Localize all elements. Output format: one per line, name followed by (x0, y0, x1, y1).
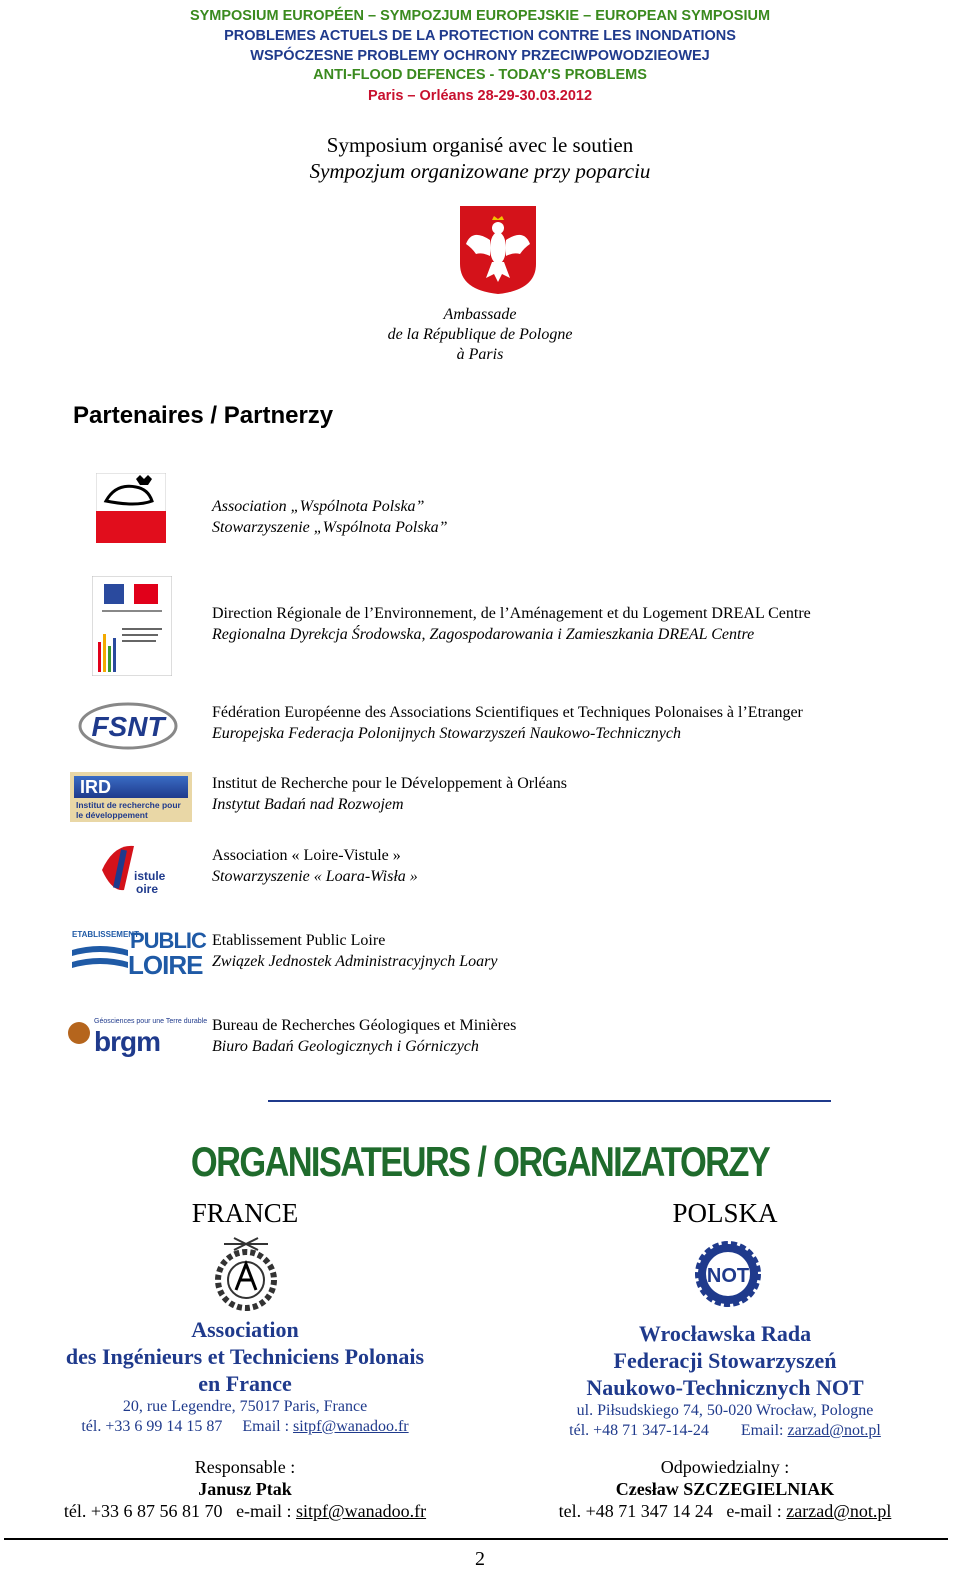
brgm-logo-text: brgm (94, 1026, 160, 1057)
partners-title: Partenaires / Partnerzy (73, 402, 334, 429)
epl-wave-icon (72, 942, 128, 976)
fsnt-logo (78, 700, 178, 752)
france-resp-name: Janusz Ptak (198, 1479, 292, 1499)
france-resp-label: Responsable : (194, 1457, 296, 1477)
polska-resp-contact (520, 1500, 930, 1522)
france-resp-email-label: e-mail : (236, 1501, 297, 1521)
epl-logo-text-2: PUBLIC (130, 928, 206, 953)
polska-email-label: Email: (740, 1422, 788, 1439)
polska-responsible (520, 1456, 930, 1522)
polska-tel: tél. +48 71 347-14-24 (569, 1422, 709, 1439)
france-address: 20, rue Legendre, 75017 Paris, France (122, 1398, 368, 1415)
ird-logo-text: IRD (74, 776, 188, 798)
partner-7-fr: Bureau de Recherches Géologiques et Minières (212, 1017, 517, 1034)
ird-logo-sub: Institut de recherche pour le développement (76, 800, 181, 820)
france-resp-tel: tél. +33 6 87 56 81 70 (63, 1501, 223, 1521)
partner-6 (212, 930, 497, 972)
france-heading: FRANCE (191, 1198, 299, 1228)
partner-5 (212, 845, 418, 887)
footer-rule (4, 1538, 948, 1540)
polska-email-link[interactable]: zarzad@not.pl (787, 1422, 881, 1439)
polska-contact (520, 1421, 930, 1441)
dreal-centre-logo (92, 576, 172, 676)
embassy-line-3: à Paris (456, 346, 504, 363)
fsnt-logo-text: FSNT (91, 711, 165, 742)
france-resp-contact (40, 1500, 450, 1522)
ird-logo (70, 772, 192, 822)
partner-3-pl: Europejska Federacja Polonijnych Stowarzyszeń Naukowo-Technicznych (212, 725, 681, 742)
divider (268, 1100, 831, 1102)
vistule-logo-text-2: oire (136, 882, 159, 896)
epl-logo-text-3: LOIRE (128, 950, 203, 980)
support-pl: Sympozjum organizowane przy poparciu (309, 159, 651, 183)
brgm-logo-sub: Géosciences pour une Terre durable (94, 1018, 208, 1025)
polska-name-3: Naukowo-Technicznych NOT (586, 1375, 864, 1400)
embassy-line-1: Ambassade (443, 306, 517, 323)
polska-org (520, 1320, 930, 1441)
header-line-3: WSPÓCZESNE PROBLEMY OCHRONY PRZECIWPOWODZIEOWEJ (250, 48, 710, 64)
partner-4 (212, 773, 567, 815)
polska-address: ul. Piłsudskiego 74, 50-020 Wrocław, Pologne (576, 1402, 874, 1419)
france-responsible (40, 1456, 450, 1522)
embassy-block (0, 305, 960, 365)
partner-6-pl: Związek Jednostek Administracyjnych Loary (212, 953, 498, 970)
wspolnota-polska-logo (96, 473, 166, 543)
partner-7 (212, 1015, 516, 1057)
partner-6-fr: Etablissement Public Loire (212, 932, 386, 949)
partner-4-fr: Institut de Recherche pour le Développement à Orléans (212, 775, 567, 792)
partner-3-fr: Fédération Européenne des Associations Scientifiques et Techniques Polonaises à l’Etranger (212, 704, 803, 721)
france-contact (40, 1417, 450, 1437)
vistule-logo-text-1: istule (134, 869, 166, 883)
loire-vistule-logo (94, 840, 166, 898)
france-tel: tél. +33 6 99 14 15 87 (81, 1418, 223, 1435)
header-line-1: SYMPOSIUM EUROPÉEN – SYMPOZJUM EUROPEJSKIE – EUROPEAN SYMPOSIUM (189, 8, 771, 24)
partner-7-pl: Biuro Badań Geologicznych i Górniczych (212, 1038, 479, 1055)
polska-resp-name: Czesław SZCZEGIELNIAK (615, 1479, 835, 1499)
page-number: 2 (475, 1548, 485, 1570)
partner-2-pl: Regionalna Dyrekcja Środowska, Zagospodarowania i Zamieszkania DREAL Centre (212, 626, 755, 643)
polska-heading: POLSKA (672, 1198, 778, 1228)
header-line-4: ANTI-FLOOD DEFENCES - TODAY'S PROBLEMS (313, 67, 647, 83)
header-line-2: PROBLEMES ACTUELS DE LA PROTECTION CONTRE LES INONDATIONS (224, 28, 736, 44)
polska-name-2: Federacji Stowarzyszeń (613, 1348, 837, 1373)
partner-1 (212, 496, 448, 538)
brgm-globe-icon (68, 1022, 90, 1044)
partner-4-pl: Instytut Badań nad Rozwojem (212, 796, 404, 813)
not-logo (694, 1240, 762, 1308)
france-name-1: Association (191, 1317, 299, 1342)
france-name-3: en France (198, 1371, 292, 1396)
polska-resp-label: Odpowiedzialny : (660, 1457, 790, 1477)
polska-resp-email-label: e-mail : (726, 1501, 787, 1521)
france-org (40, 1316, 450, 1437)
header-dates: Paris – Orléans 28-29-30.03.2012 (367, 88, 593, 104)
epl-logo-text-1: ETABLISSEMENT (72, 930, 139, 939)
partner-3 (212, 702, 803, 744)
embassy-line-2: de la République de Pologne (387, 326, 573, 343)
partner-2 (212, 603, 811, 645)
france-email-link[interactable]: sitpf@wanadoo.fr (293, 1418, 409, 1435)
epl-logo (72, 928, 206, 980)
polska-resp-tel: tel. +48 71 347 14 24 (558, 1501, 713, 1521)
brgm-logo (68, 1018, 208, 1062)
partner-5-pl: Stowarzyszenie « Loara-Wisła » (212, 868, 418, 885)
polska-name-1: Wrocławska Rada (638, 1321, 812, 1346)
partner-1-pl: Stowarzyszenie „Wspólnota Polska” (212, 519, 448, 536)
support-fr: Symposium organisé avec le soutien (326, 133, 634, 157)
partner-2-fr: Direction Régionale de l’Environnement, de l’Aménagement et du Logement DREAL Centre (212, 605, 811, 622)
france-email-label: Email : (242, 1418, 294, 1435)
polska-resp-email-link[interactable]: zarzad@not.pl (786, 1501, 892, 1521)
partner-1-fr: Association „Wspólnota Polska” (212, 498, 425, 515)
partner-5-fr: Association « Loire-Vistule » (212, 847, 401, 864)
sitpf-emblem (214, 1234, 278, 1314)
polish-eagle-emblem (458, 204, 538, 296)
not-logo-text: NOT (706, 1265, 750, 1287)
france-resp-email-link[interactable]: sitpf@wanadoo.fr (296, 1501, 427, 1521)
organizers-title: ORGANISATEURS / ORGANIZATORZY (190, 1138, 770, 1185)
france-name-2: des Ingénieurs et Techniciens Polonais (65, 1344, 425, 1369)
